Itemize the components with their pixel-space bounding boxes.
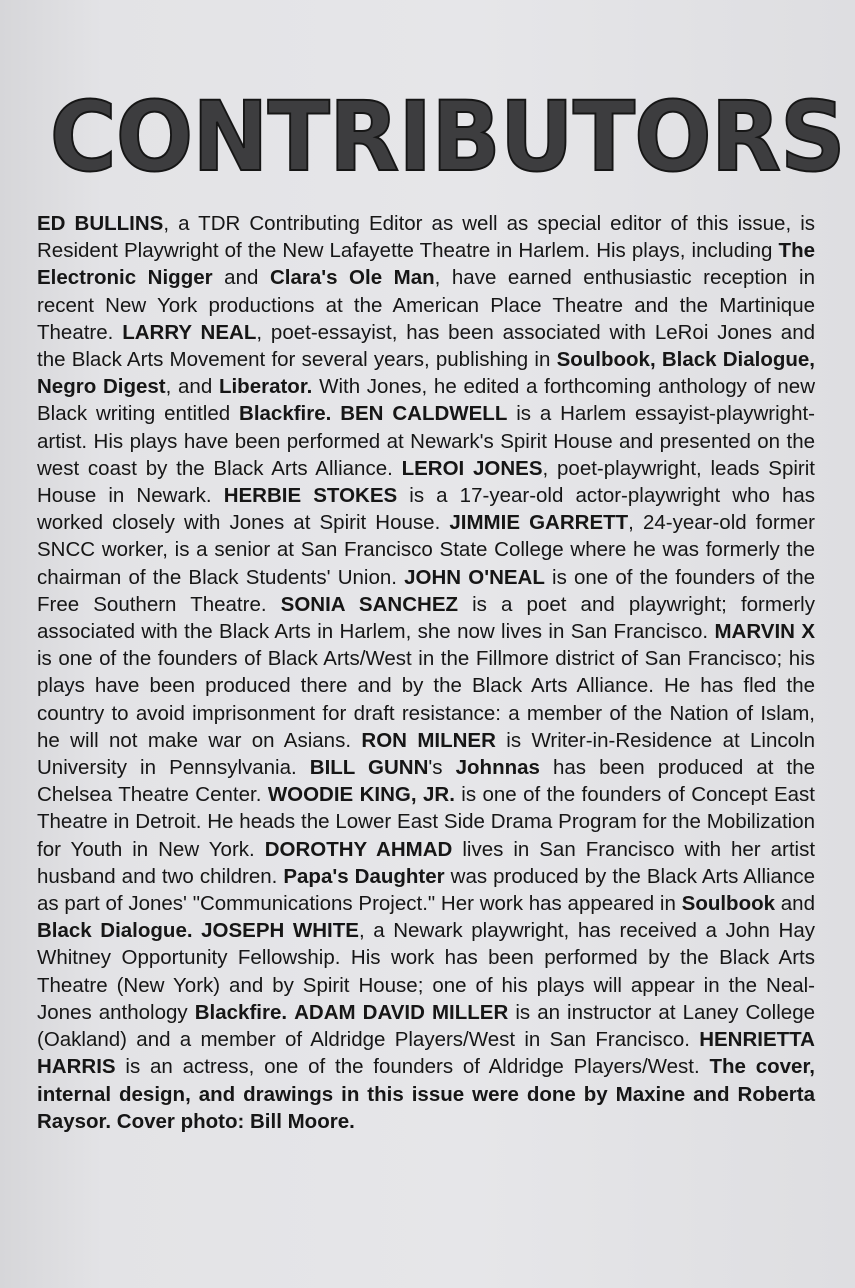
bold-run: LARRY NEAL (122, 320, 257, 344)
bold-run: LEROI JONES (401, 456, 543, 480)
text-run: was produced by the Black Arts Alliance as part of Jones' "Communications Project." Her work has appeared in (37, 864, 816, 916)
text-run: , a Newark playwright, has received a John Hay Whitney Opportunity Fellowship. His work has been performed by the Black Arts Theatre (New York) and by Spirit House; one of his plays will appear in the Neal-Jones anthology (37, 919, 815, 1024)
bold-run: The Electronic Nigger (37, 239, 815, 290)
bold-run: Soulbook, Black Dialogue, Negro Digest (37, 348, 816, 399)
bold-run: Black Dialogue. (37, 919, 193, 943)
bold-run: HENRIETTA HARRIS (37, 1028, 815, 1079)
bold-run: Johnnas (455, 756, 540, 780)
text-run: , poet-essayist, has been associated with LeRoi Jones and the Black Arts Movement for several years, publishing in (37, 320, 816, 372)
text-run: is an actress, one of the founders of Aldridge Players/West. (115, 1055, 710, 1079)
bold-run: SONIA SANCHEZ (280, 592, 459, 616)
bold-run: JOHN O'NEAL (404, 565, 545, 589)
bold-run: MARVIN X (714, 620, 816, 644)
text-run: , have earned enthusiastic reception in recent New York productions at the American Place Theatre and the Martinique Theatre. (37, 266, 815, 344)
bold-run: Soulbook (681, 892, 776, 916)
text-run: is an instructor at Laney College (Oakland) and a member of Aldridge Players/West in San Francisco. (37, 1000, 815, 1052)
bold-run: Liberator. (218, 375, 313, 399)
text-run: is one of the founders of Black Arts/West in the Fillmore district of San Francisco; his plays have been produced there and by the Black Arts Alliance. He has fled the country to avoid imprisonment for draft resistance: a member of the Nation of Islam, he will not make war on Asians. (37, 647, 815, 752)
bold-run: BEN CALDWELL (340, 402, 508, 426)
text-run: and (775, 892, 815, 916)
text-run: is a Harlem essayist-playwright-artist. His plays have been performed at Newark's Spirit House and presented on the west coast by the Black Arts Alliance. (37, 402, 816, 480)
text-run: has been produced at the Chelsea Theatre Center. (37, 756, 815, 807)
bold-run: DOROTHY AHMAD (264, 837, 453, 861)
bold-run: ED BULLINS (37, 212, 164, 235)
text-run: With Jones, he edited a forthcoming anthology of new Black writing entitled (37, 375, 816, 426)
text-run: lives in San Francisco with her artist husband and two children. (37, 837, 816, 888)
text-run: , and (165, 375, 219, 399)
page-title: CONTRIBUTORS (49, 81, 845, 193)
bold-run: JOSEPH WHITE (201, 919, 359, 943)
text-run: is one of the founders of the Free Southern Theatre. (37, 565, 815, 616)
text-run: and (212, 266, 270, 290)
text-run (331, 402, 340, 425)
text-run (193, 919, 202, 942)
text-run: is one of the founders of Concept East Theatre in Detroit. He heads the Lower East Side Drama Program for the Mobilization for Youth in New York. (37, 783, 815, 861)
text-run: is a poet and playwright; formerly associated with the Black Arts in Harlem, she now lives in San Francisco. (37, 592, 815, 644)
bold-run: ADAM DAVID MILLER (294, 1000, 509, 1024)
bold-run: JIMMIE GARRETT (449, 511, 629, 535)
bold-run: HERBIE STOKES (223, 484, 398, 508)
bold-run: The cover, internal design, and drawings in this issue were done by Maxine and Roberta Raysor. Cover photo: Bill Moore. (37, 1055, 815, 1133)
bold-run: BILL GUNN (309, 756, 429, 780)
bold-run: Clara's Ole Man (269, 266, 435, 290)
text-run: 's (428, 756, 456, 780)
contributors-paragraph (37, 210, 815, 1135)
bold-run: Blackfire. (194, 1000, 288, 1024)
bold-run: RON MILNER (361, 728, 496, 752)
text-run: , 24-year-old former SNCC worker, is a senior at San Francisco State College where he was formerly the chairman of the Black Students' Union. (37, 511, 815, 589)
bold-run: Papa's Daughter (283, 864, 445, 888)
bold-run: Blackfire. (239, 402, 332, 426)
bold-run: WOODIE KING, JR. (267, 783, 455, 807)
text-run: , a TDR Contributing Editor as well as special editor of this issue, is Resident Playwright of the New Lafayette Theatre in Harlem. His plays, including (37, 212, 815, 263)
text-run: is Writer-in-Residence at Lincoln University in Pennsylvania. (37, 728, 815, 780)
text-run: is a 17-year-old actor-playwright who has worked closely with Jones at Spirit House. (37, 484, 816, 535)
text-run: , poet-playwright, leads Spirit House in Newark. (37, 456, 816, 508)
